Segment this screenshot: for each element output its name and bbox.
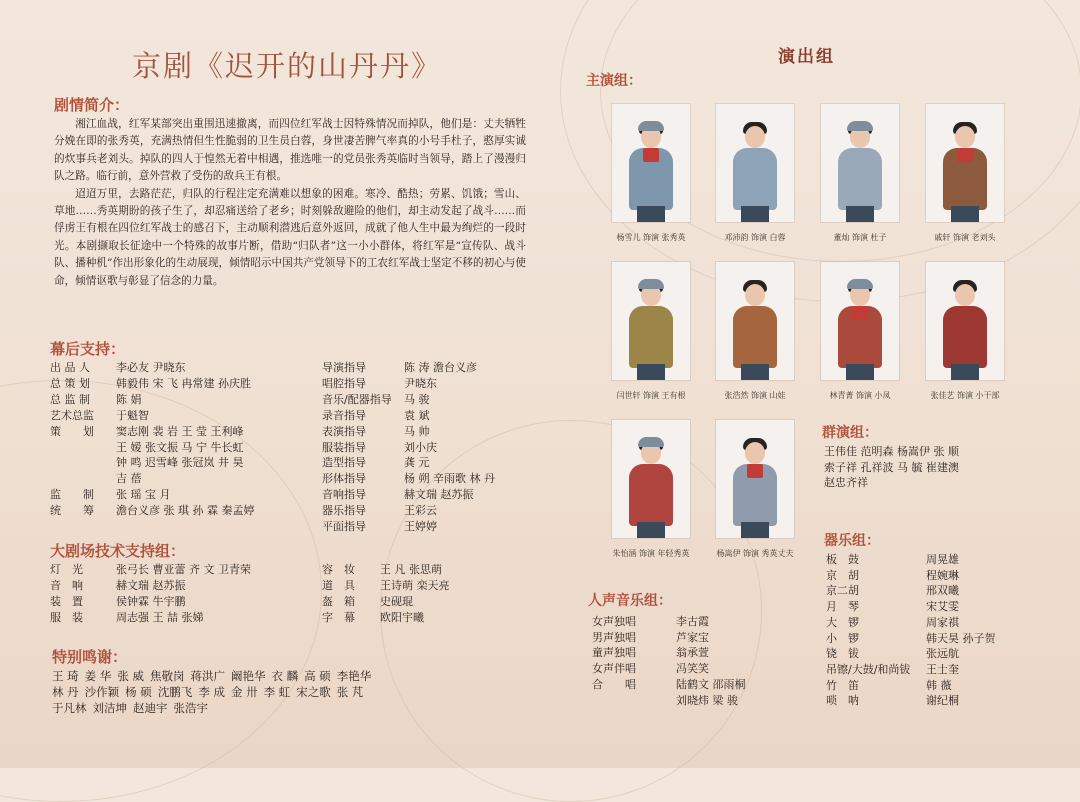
credit-names: 韩毅伟 宋 飞 冉常建 孙庆胜 xyxy=(116,376,251,390)
figure-scarf xyxy=(852,306,868,320)
backstage-left-list xyxy=(50,360,310,519)
credit-row xyxy=(826,646,1066,662)
figure-body xyxy=(733,148,777,210)
cast-photo xyxy=(926,104,1004,222)
performer-figure xyxy=(935,276,995,380)
credit-role: 大 锣 xyxy=(826,615,859,629)
credit-role: 容 妆 xyxy=(322,563,355,576)
figure-legs xyxy=(741,522,769,538)
credit-names: 韩 薇 xyxy=(926,678,952,692)
credit-names: 陆鹤文 邵雨桐 xyxy=(676,677,746,691)
vocal-list xyxy=(592,614,812,708)
credit-names: 邢双曦 xyxy=(926,584,959,598)
thanks-name: 李 虹 xyxy=(263,685,291,699)
cast-caption: 张佳艺 饰演 小干部 xyxy=(930,391,1000,400)
credit-names: 张远航 xyxy=(926,647,959,661)
ensemble-list xyxy=(824,444,1044,491)
performer-figure xyxy=(621,434,681,538)
credit-role: 总 监 制 xyxy=(50,392,90,406)
credit-names: 于魁智 xyxy=(116,408,149,422)
credit-row xyxy=(50,392,310,408)
credit-row xyxy=(322,440,542,456)
credit-row xyxy=(592,630,812,646)
credit-row xyxy=(50,440,310,456)
vocal-heading: 人声音乐组： xyxy=(588,593,672,609)
credit-role: 唱腔指导 xyxy=(322,376,366,390)
thanks-name: 林 丹 xyxy=(52,685,79,699)
credit-names: 尹晓东 xyxy=(404,376,437,390)
credit-names: 袁 斌 xyxy=(404,408,430,422)
thanks-name: 蒋洪广 xyxy=(190,669,225,683)
credit-role: 京 胡 xyxy=(826,568,859,582)
page-title: 京剧《迟开的山丹丹》 xyxy=(132,49,443,83)
synopsis-heading: 剧情简介： xyxy=(54,96,130,114)
thanks-name: 宋之歌 xyxy=(296,685,331,699)
thanks-name: 阚艳华 xyxy=(230,669,266,683)
credit-role: 平面指导 xyxy=(322,520,366,534)
figure-legs xyxy=(741,364,769,380)
credit-row xyxy=(322,376,542,392)
thanks-name: 王 琦 xyxy=(52,669,79,683)
credit-row xyxy=(50,360,310,376)
main-cast-heading: 主演组： xyxy=(586,73,642,89)
figure-legs xyxy=(846,206,874,222)
credit-names: 陈 涛 澹台义彦 xyxy=(404,361,477,374)
figure-cap xyxy=(847,121,873,131)
credit-row xyxy=(322,424,542,440)
credit-names: 窦志刚 裴 岩 王 莹 王利峰 xyxy=(116,424,244,438)
thanks-list xyxy=(52,668,522,716)
credit-names: 王 凡 张思萌 xyxy=(380,563,442,576)
figure-body xyxy=(733,306,777,368)
credit-role: 服 装 xyxy=(50,610,83,624)
credit-row xyxy=(322,471,542,487)
credit-role: 监 制 xyxy=(50,488,94,502)
credit-names: 冯笑笑 xyxy=(676,662,709,676)
synopsis-text xyxy=(54,116,526,290)
figure-scarf xyxy=(643,148,659,162)
credit-row xyxy=(322,360,542,376)
synopsis-paragraph: 迢迢万里，去路茫茫，归队的行程注定充满难以想象的困难。寒冷、酷热；劳累、饥饿；雪山、草地……秀英期盼的孩子生了，却忍痛送给了老乡；时刻躲敌避险的他们，却主动发起了战斗……而俘虏王有根在四位红军战士的感召下，主动顺利潜逃后意外返回，成就了他人生中最为绚烂的一段时光。本剧撷取长征途中一个特殊的故事片断，借助“归队者”这一小小群体，将红军是“宣传队、战斗队、播种机”作出形象化的生动展现，倾情昭示中国共产党领导下的工农红军战士坚定不移的初心与使命，倾情讴歌与彰显了信念的力量。 xyxy=(54,187,526,287)
credit-names: 王诗萌 栾天亮 xyxy=(380,578,450,592)
credit-names: 欧阳宇曦 xyxy=(380,610,424,624)
ensemble-line: 王伟佳 范明森 杨嵩伊 张 顺 xyxy=(824,445,959,458)
figure-scarf xyxy=(957,148,973,162)
credit-row xyxy=(322,503,542,519)
instruments-heading: 器乐组： xyxy=(824,533,880,549)
cast-photo xyxy=(926,262,1004,380)
figure-legs xyxy=(846,364,874,380)
credit-row xyxy=(592,693,812,709)
figure-cap xyxy=(847,279,873,289)
thanks-name: 刘洁坤 xyxy=(92,701,127,715)
credit-row xyxy=(826,599,1066,615)
performer-figure xyxy=(725,434,785,538)
credit-names: 王 嫒 张文振 马 宁 牛长虹 xyxy=(116,440,244,454)
thanks-name: 杨 硕 xyxy=(125,685,152,699)
cast-caption: 杨嵩伊 饰演 秀英丈夫 xyxy=(716,549,794,558)
credit-row xyxy=(592,645,812,661)
credit-role: 男声独唱 xyxy=(592,630,636,644)
credit-row xyxy=(50,455,310,471)
figure-cap xyxy=(638,437,664,447)
cast-photo xyxy=(612,104,690,222)
thanks-name: 焦敬岗 xyxy=(149,669,185,683)
thanks-name: 高 硕 xyxy=(304,669,331,683)
credit-row xyxy=(826,662,1066,678)
credit-names: 程婉琳 xyxy=(926,568,959,582)
credit-names: 龚 元 xyxy=(404,456,430,470)
credit-role: 月 琴 xyxy=(826,600,859,614)
thanks-name: 金 卅 xyxy=(230,685,258,699)
credit-role: 导演指导 xyxy=(322,361,366,374)
credit-names: 刘晓炜 梁 骏 xyxy=(676,693,738,707)
credit-row xyxy=(826,552,1066,568)
credit-names: 王婷婷 xyxy=(404,520,437,534)
performer-figure xyxy=(830,118,890,222)
thanks-name: 张 威 xyxy=(117,669,144,683)
credit-role: 小 锣 xyxy=(826,631,859,645)
credit-names: 王彩云 xyxy=(404,504,437,518)
credit-row xyxy=(322,578,542,594)
figure-body xyxy=(943,306,987,368)
credit-names: 谢纪桐 xyxy=(926,694,959,708)
credit-role: 音乐/配器指导 xyxy=(322,392,392,406)
cast-caption: 董灿 饰演 杜子 xyxy=(833,233,887,242)
credit-names: 钟 鸣 迟雪峰 张冠岚 井 昊 xyxy=(116,456,244,470)
credit-role xyxy=(50,440,116,456)
credit-role xyxy=(50,471,116,487)
credit-row xyxy=(592,661,812,677)
credit-row xyxy=(50,408,310,424)
credit-names: 韩天昊 孙子贺 xyxy=(926,631,996,645)
credit-role: 女声独唱 xyxy=(592,615,636,628)
thanks-name: 李 成 xyxy=(198,685,225,699)
thanks-name: 衣 麟 xyxy=(271,669,299,683)
credit-names: 澹台义彦 张 琪 孙 霖 秦孟婷 xyxy=(116,504,255,518)
figure-body xyxy=(838,148,882,210)
credit-role: 表演指导 xyxy=(322,424,366,438)
thanks-name: 李艳华 xyxy=(336,669,372,683)
credit-row xyxy=(322,455,542,471)
credit-row xyxy=(50,503,310,519)
credit-row xyxy=(826,615,1066,631)
credit-role: 造型指导 xyxy=(322,456,366,470)
credit-role xyxy=(592,693,676,709)
credit-role xyxy=(50,455,116,471)
credit-names: 宋艾雯 xyxy=(926,600,959,614)
thanks-name: 沈鹏飞 xyxy=(157,685,193,699)
credit-row xyxy=(826,568,1066,584)
credit-names: 张 瑶 宝 月 xyxy=(116,488,171,502)
credit-role: 出 品 人 xyxy=(50,361,90,374)
credit-row xyxy=(826,693,1066,709)
credit-names: 翁承萱 xyxy=(676,646,709,660)
cast-photo xyxy=(612,420,690,538)
credit-role: 策 划 xyxy=(50,424,94,438)
credit-names: 陈 娟 xyxy=(116,392,142,406)
credit-row xyxy=(50,471,310,487)
credit-row xyxy=(826,631,1066,647)
credit-names: 马 帅 xyxy=(404,424,430,438)
figure-body xyxy=(629,464,673,526)
credit-row xyxy=(50,376,310,392)
backstage-right-list xyxy=(322,360,542,535)
credit-row xyxy=(322,594,542,610)
figure-head xyxy=(745,442,765,464)
credit-row xyxy=(50,562,310,578)
credit-names: 吉 蓓 xyxy=(116,472,142,486)
cast-caption: 邓沛韵 饰演 白蓉 xyxy=(724,233,786,242)
credit-role: 板 鼓 xyxy=(826,553,859,566)
performer-figure xyxy=(621,118,681,222)
thanks-name: 张浩宇 xyxy=(173,701,208,715)
credit-row xyxy=(322,392,542,408)
credit-names: 史砚琨 xyxy=(380,594,413,608)
credit-row xyxy=(50,578,310,594)
figure-scarf xyxy=(747,464,763,478)
figure-body xyxy=(629,306,673,368)
credit-role: 装 置 xyxy=(50,594,83,608)
credit-role: 京二胡 xyxy=(826,584,859,598)
figure-head xyxy=(955,126,975,148)
figure-legs xyxy=(637,522,665,538)
tech-right-list xyxy=(322,562,542,626)
cast-photo xyxy=(821,104,899,222)
cast-caption: 戚轩 饰演 老刘头 xyxy=(934,233,996,242)
credit-row xyxy=(592,614,812,630)
credit-names: 芦家宝 xyxy=(676,630,709,644)
cast-caption: 闫世轩 饰演 王有根 xyxy=(616,391,686,400)
credit-row xyxy=(322,610,542,626)
ensemble-line: 索子祥 孔祥波 马 毓 崔建澳 xyxy=(824,460,959,474)
credit-names: 李必友 尹晓东 xyxy=(116,361,186,374)
credit-role: 灯 光 xyxy=(50,563,83,576)
performer-figure xyxy=(621,276,681,380)
credit-role: 道 具 xyxy=(322,578,355,592)
thanks-name: 张 芃 xyxy=(336,685,364,699)
credit-role: 艺术总监 xyxy=(50,408,94,422)
thanks-name: 姜 华 xyxy=(84,669,112,683)
credit-role: 唢 呐 xyxy=(826,694,859,708)
credit-row xyxy=(50,487,310,503)
credit-row xyxy=(322,519,542,535)
figure-legs xyxy=(741,206,769,222)
credit-row xyxy=(50,610,310,626)
cast-photo xyxy=(612,262,690,380)
credit-names: 杨 朔 辛雨歌 林 丹 xyxy=(404,472,495,486)
cast-photo xyxy=(716,420,794,538)
credit-row xyxy=(50,594,310,610)
cast-caption: 张浩然 饰演 山娃 xyxy=(724,391,786,400)
credit-role: 音 响 xyxy=(50,578,83,592)
credit-role: 字 幕 xyxy=(322,610,355,624)
credit-names: 马 骏 xyxy=(404,392,430,406)
credit-row xyxy=(826,678,1066,694)
credit-role: 器乐指导 xyxy=(322,504,366,518)
cast-caption: 朱怡涵 饰演 年轻秀英 xyxy=(612,549,690,558)
credit-role: 录音指导 xyxy=(322,408,366,422)
figure-legs xyxy=(637,206,665,222)
figure-head xyxy=(745,284,765,306)
figure-head xyxy=(745,126,765,148)
thanks-name: 沙作颖 xyxy=(84,685,120,699)
credit-role: 女声伴唱 xyxy=(592,662,636,676)
cast-photo xyxy=(821,262,899,380)
performer-figure xyxy=(725,118,785,222)
credit-names: 周晃雄 xyxy=(926,553,959,566)
credit-role: 竹 笛 xyxy=(826,678,859,692)
cast-caption: 杨雪儿 饰演 张秀英 xyxy=(616,233,686,242)
cast-photo xyxy=(716,262,794,380)
credit-names: 刘小庆 xyxy=(404,440,437,454)
credit-names: 张弓长 曹亚蕾 齐 文 卫青荣 xyxy=(116,563,251,576)
thanks-line xyxy=(52,700,522,716)
ensemble-heading: 群演组： xyxy=(822,425,878,441)
figure-legs xyxy=(637,364,665,380)
figure-cap xyxy=(638,279,664,289)
credit-role: 服装指导 xyxy=(322,440,366,454)
instruments-list xyxy=(826,552,1066,709)
credit-names: 周家祺 xyxy=(926,615,959,629)
thanks-line xyxy=(52,668,522,684)
figure-legs xyxy=(951,364,979,380)
credit-names: 赫文瑞 赵苏振 xyxy=(116,578,186,592)
credit-names: 周志强 王 喆 张娣 xyxy=(116,610,204,624)
credit-role: 形体指导 xyxy=(322,472,366,486)
performer-figure xyxy=(830,276,890,380)
credit-row xyxy=(322,562,542,578)
performer-figure xyxy=(935,118,995,222)
credit-row xyxy=(50,424,310,440)
credit-names: 侯钟霖 牛宇鹏 xyxy=(116,594,186,608)
credit-row xyxy=(826,583,1066,599)
synopsis-paragraph: 湘江血战，红军某部突出重围迅速撤离，而四位红军战士因特殊情况而掉队，他们是：丈夫牺牲分娩在即的张秀英，充满热情但生性脆弱的卫生员白蓉，身世凄苦脾气率真的小号手杜子，憨厚实诚的炊事兵老刘头。掉队的四人于惶然无着中相遇，推选唯一的党员张秀英临时当领导，踏上了漫漫归队之路。临行前，意外营救了受伤的敌兵王有根。 xyxy=(54,118,526,183)
credit-names: 王士奎 xyxy=(926,662,959,676)
credit-role: 吊镲/大鼓/和尚钹 xyxy=(826,662,911,676)
figure-head xyxy=(955,284,975,306)
credit-role: 音响指导 xyxy=(322,488,366,502)
credit-row xyxy=(322,408,542,424)
credit-row xyxy=(322,487,542,503)
thanks-name: 于凡林 xyxy=(52,701,87,715)
performer-figure xyxy=(725,276,785,380)
tech-left-list xyxy=(50,562,310,626)
figure-legs xyxy=(951,206,979,222)
credit-role: 总 策 划 xyxy=(50,376,90,390)
figure-cap xyxy=(638,121,664,131)
credit-row xyxy=(592,677,812,693)
ensemble-line: 赵忠齐祥 xyxy=(824,476,868,489)
thanks-heading: 特别鸣谢： xyxy=(52,648,128,666)
credit-names: 赫文瑞 赵苏振 xyxy=(404,488,474,502)
thanks-name: 赵迪宇 xyxy=(133,701,168,715)
credit-names: 李古霞 xyxy=(676,615,709,628)
tech-heading: 大剧场技术支持组： xyxy=(50,542,186,560)
credit-role: 童声独唱 xyxy=(592,646,636,660)
credit-role: 铙 钹 xyxy=(826,647,859,661)
cast-photo xyxy=(716,104,794,222)
thanks-line xyxy=(52,684,522,700)
cast-caption: 林青菁 饰演 小凤 xyxy=(829,391,891,400)
credit-role: 合 唱 xyxy=(592,677,636,691)
backstage-heading: 幕后支持： xyxy=(50,340,126,358)
credit-role: 统 筹 xyxy=(50,504,94,518)
performers-heading: 演出组 xyxy=(778,47,835,67)
credit-role: 盔 箱 xyxy=(322,594,355,608)
